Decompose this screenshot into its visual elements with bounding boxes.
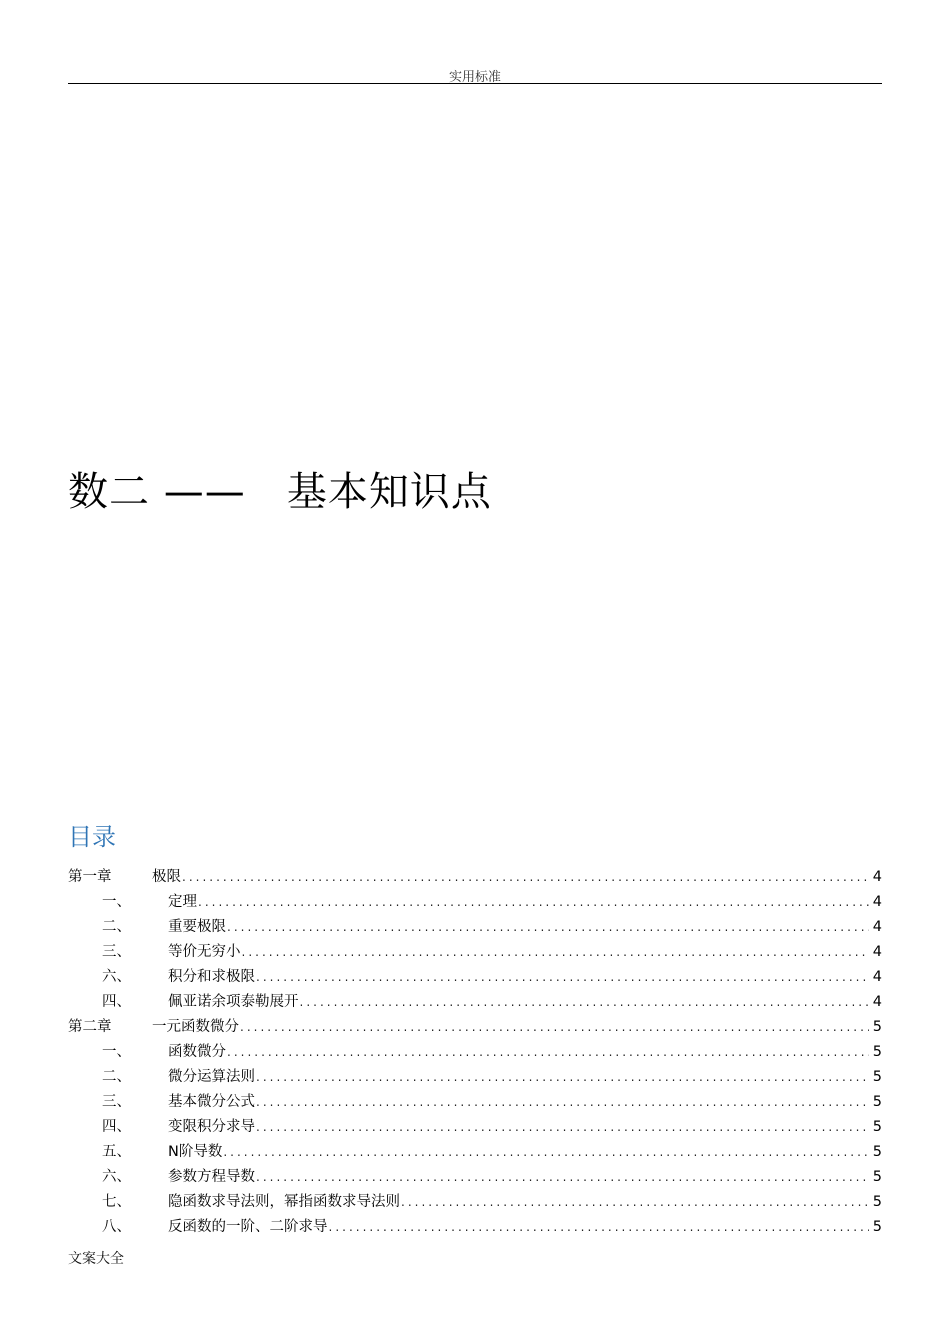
toc-entry-title: 定理 xyxy=(168,894,197,910)
toc-entry-page-number: 5 xyxy=(872,1119,882,1135)
toc-entry-section[interactable] xyxy=(68,1190,882,1215)
toc-entry-number: 四、 xyxy=(102,1119,131,1135)
toc-entry-section[interactable] xyxy=(68,965,882,990)
toc-entry-title: 隐函数求导法则，幂指函数求导法则 xyxy=(168,1194,400,1210)
toc-dot-leader xyxy=(256,1165,869,1190)
toc-entry-number: 七、 xyxy=(102,1194,131,1210)
toc-entry-number: 一、 xyxy=(102,894,131,910)
toc-dot-leader xyxy=(242,940,870,965)
toc-entry-section[interactable] xyxy=(68,915,882,940)
toc-entry-page-number: 5 xyxy=(872,1069,882,1085)
toc-entry-number: 五、 xyxy=(102,1144,131,1160)
toc-entry-title: 微分运算法则 xyxy=(168,1069,255,1085)
toc-entry-number: 八、 xyxy=(102,1219,131,1235)
toc-entry-title: 等价无穷小 xyxy=(168,944,241,960)
toc-dot-leader xyxy=(256,965,869,990)
toc-entry-number: 一、 xyxy=(102,1044,131,1060)
toc-dot-leader xyxy=(401,1190,869,1215)
toc-entry-section[interactable] xyxy=(68,1090,882,1115)
toc-dot-leader xyxy=(256,1090,869,1115)
toc-entry-title: 佩亚诺余项泰勒展开 xyxy=(168,994,299,1010)
header-rule xyxy=(68,83,882,84)
toc-entry-title: 函数微分 xyxy=(168,1044,226,1060)
toc-entry-page-number: 4 xyxy=(872,994,882,1010)
toc-entry-section[interactable] xyxy=(68,1040,882,1065)
toc-dot-leader xyxy=(227,915,869,940)
toc-entry-number: 三、 xyxy=(102,1094,131,1110)
toc-dot-leader xyxy=(240,1015,869,1040)
toc-entry-number: 第二章 xyxy=(68,1019,112,1035)
toc-entry-number: 三、 xyxy=(102,944,131,960)
toc-entry-page-number: 5 xyxy=(872,1044,882,1060)
toc-dot-leader xyxy=(198,890,869,915)
toc-entry-number: 二、 xyxy=(102,919,131,935)
toc-entry-page-number: 5 xyxy=(872,1194,882,1210)
toc-entry-page-number: 5 xyxy=(872,1094,882,1110)
toc-heading: 目录 xyxy=(68,823,116,851)
toc-entry-page-number: 5 xyxy=(872,1019,882,1035)
toc-entry-title: 积分和求极限 xyxy=(168,969,255,985)
toc-entry-page-number: 5 xyxy=(872,1219,882,1235)
toc-entry-number: 四、 xyxy=(102,994,131,1010)
toc-entry-page-number: 4 xyxy=(872,919,882,935)
toc-entry-number: 六、 xyxy=(102,1169,131,1185)
page-footer: 文案大全 xyxy=(68,1251,124,1267)
document-title: 数二 —— 基本知识点 xyxy=(68,469,492,515)
toc-entry-page-number: 4 xyxy=(872,894,882,910)
page-header: 实用标准 xyxy=(448,70,501,85)
table-of-contents xyxy=(68,865,882,1240)
toc-dot-leader xyxy=(300,990,870,1015)
toc-entry-page-number: 4 xyxy=(872,869,882,885)
toc-dot-leader xyxy=(223,1140,869,1165)
toc-dot-leader xyxy=(227,1040,869,1065)
toc-dot-leader xyxy=(329,1215,870,1240)
toc-entry-title: 基本微分公式 xyxy=(168,1094,255,1110)
toc-entry-number: 第一章 xyxy=(68,869,112,885)
toc-entry-section[interactable] xyxy=(68,1115,882,1140)
toc-entry-title: 参数方程导数 xyxy=(168,1169,255,1185)
toc-entry-title: 变限积分求导 xyxy=(168,1119,255,1135)
toc-dot-leader xyxy=(182,865,869,890)
toc-dot-leader xyxy=(256,1115,869,1140)
toc-entry-section[interactable] xyxy=(68,1140,882,1165)
toc-entry-section[interactable] xyxy=(68,990,882,1015)
toc-entry-page-number: 5 xyxy=(872,1144,882,1160)
toc-entry-section[interactable] xyxy=(68,1065,882,1090)
toc-entry-section[interactable] xyxy=(68,940,882,965)
toc-entry-section[interactable] xyxy=(68,1165,882,1190)
toc-entry-page-number: 4 xyxy=(872,944,882,960)
toc-entry-title: 反函数的一阶、二阶求导 xyxy=(168,1219,328,1235)
toc-entry-title: 重要极限 xyxy=(168,919,226,935)
toc-entry-title: N阶导数 xyxy=(168,1144,223,1160)
toc-entry-chapter[interactable] xyxy=(68,865,882,890)
toc-entry-number: 六、 xyxy=(102,969,131,985)
toc-entry-section[interactable] xyxy=(68,890,882,915)
toc-entry-section[interactable] xyxy=(68,1215,882,1240)
toc-entry-chapter[interactable] xyxy=(68,1015,882,1040)
toc-entry-number: 二、 xyxy=(102,1069,131,1085)
toc-dot-leader xyxy=(256,1065,869,1090)
toc-entry-title: 一元函数微分 xyxy=(152,1019,239,1035)
toc-entry-page-number: 4 xyxy=(872,969,882,985)
toc-entry-title: 极限 xyxy=(152,869,181,885)
toc-entry-page-number: 5 xyxy=(872,1169,882,1185)
